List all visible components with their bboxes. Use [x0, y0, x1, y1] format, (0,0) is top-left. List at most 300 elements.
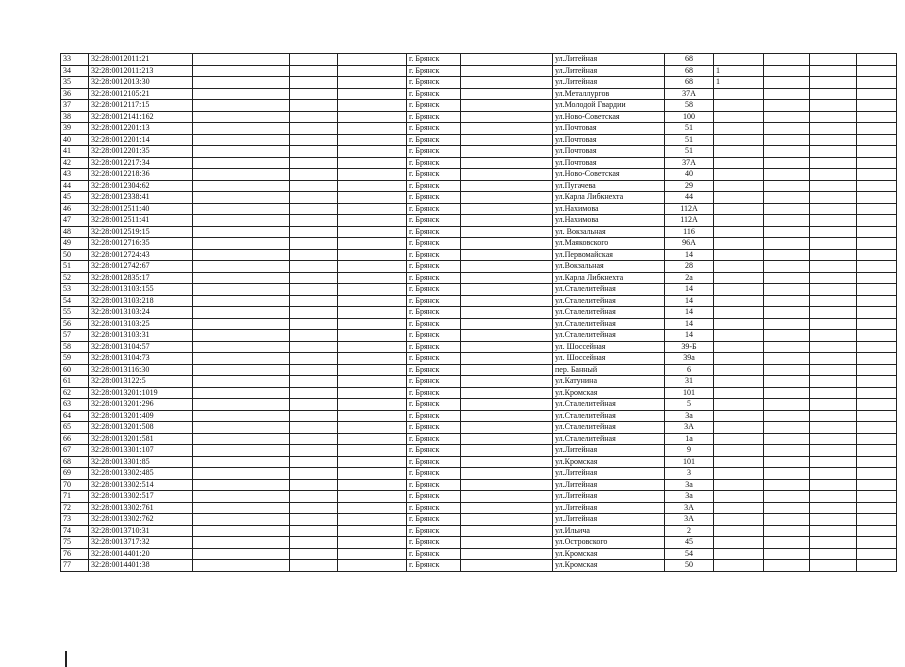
empty-cell	[764, 479, 810, 491]
row-number-cell: 71	[61, 491, 89, 503]
cadastral-number-cell: 32:28:0012201:13	[89, 123, 193, 135]
empty-cell	[857, 364, 897, 376]
row-number-cell: 42	[61, 157, 89, 169]
cadastral-number-cell: 32:28:0012141:162	[89, 111, 193, 123]
city-cell: г. Брянск	[407, 54, 461, 66]
scan-mark	[65, 651, 67, 667]
empty-cell	[193, 295, 290, 307]
empty-cell	[290, 560, 338, 572]
empty-cell	[290, 180, 338, 192]
mark-cell	[714, 111, 764, 123]
empty-cell	[338, 364, 407, 376]
cadastral-number-cell: 32:28:0013302:514	[89, 479, 193, 491]
empty-cell	[857, 146, 897, 158]
empty-cell	[764, 169, 810, 181]
empty-cell	[461, 479, 553, 491]
empty-cell	[764, 77, 810, 89]
city-cell: г. Брянск	[407, 123, 461, 135]
empty-cell	[764, 100, 810, 112]
empty-cell	[857, 387, 897, 399]
empty-cell	[193, 203, 290, 215]
city-cell: г. Брянск	[407, 548, 461, 560]
row-number-cell: 77	[61, 560, 89, 572]
empty-cell	[290, 548, 338, 560]
street-cell: ул.Литейная	[553, 479, 665, 491]
empty-cell	[193, 54, 290, 66]
cadastral-number-cell: 32:28:0013201:409	[89, 410, 193, 422]
empty-cell	[857, 54, 897, 66]
row-number-cell: 58	[61, 341, 89, 353]
mark-cell	[714, 157, 764, 169]
table-row	[61, 445, 897, 457]
cadastral-number-cell: 32:28:0013201:296	[89, 399, 193, 411]
city-cell: г. Брянск	[407, 514, 461, 526]
table-row	[61, 318, 897, 330]
empty-cell	[461, 249, 553, 261]
row-number-cell: 70	[61, 479, 89, 491]
row-number-cell: 56	[61, 318, 89, 330]
cadastral-number-cell: 32:28:0013201:581	[89, 433, 193, 445]
empty-cell	[193, 537, 290, 549]
empty-cell	[290, 111, 338, 123]
empty-cell	[290, 376, 338, 388]
city-cell: г. Брянск	[407, 111, 461, 123]
empty-cell	[857, 226, 897, 238]
empty-cell	[857, 203, 897, 215]
empty-cell	[810, 410, 857, 422]
empty-cell	[338, 111, 407, 123]
empty-cell	[857, 123, 897, 135]
empty-cell	[193, 226, 290, 238]
empty-cell	[857, 318, 897, 330]
city-cell: г. Брянск	[407, 330, 461, 342]
empty-cell	[461, 445, 553, 457]
city-cell: г. Брянск	[407, 284, 461, 296]
house-number-cell: 3А	[665, 422, 714, 434]
empty-cell	[290, 399, 338, 411]
mark-cell	[714, 203, 764, 215]
empty-cell	[290, 123, 338, 135]
row-number-cell: 46	[61, 203, 89, 215]
table-row	[61, 502, 897, 514]
empty-cell	[810, 525, 857, 537]
cadastral-number-cell: 32:28:0013302:762	[89, 514, 193, 526]
cadastral-number-cell: 32:28:0013116:30	[89, 364, 193, 376]
row-number-cell: 61	[61, 376, 89, 388]
empty-cell	[290, 272, 338, 284]
cadastral-number-cell: 32:28:0013717:32	[89, 537, 193, 549]
empty-cell	[461, 537, 553, 549]
city-cell: г. Брянск	[407, 238, 461, 250]
table-row	[61, 353, 897, 365]
street-cell: ул.Сталелитейная	[553, 318, 665, 330]
empty-cell	[338, 410, 407, 422]
empty-cell	[193, 422, 290, 434]
empty-cell	[461, 54, 553, 66]
empty-cell	[857, 479, 897, 491]
empty-cell	[338, 330, 407, 342]
empty-cell	[461, 261, 553, 273]
house-number-cell: 39-Б	[665, 341, 714, 353]
city-cell: г. Брянск	[407, 272, 461, 284]
empty-cell	[193, 157, 290, 169]
street-cell: ул.Литейная	[553, 502, 665, 514]
empty-cell	[338, 422, 407, 434]
cadastral-number-cell: 32:28:0012201:35	[89, 146, 193, 158]
empty-cell	[193, 364, 290, 376]
empty-cell	[461, 111, 553, 123]
empty-cell	[810, 238, 857, 250]
row-number-cell: 54	[61, 295, 89, 307]
table-row	[61, 272, 897, 284]
empty-cell	[810, 146, 857, 158]
empty-cell	[193, 399, 290, 411]
empty-cell	[290, 502, 338, 514]
row-number-cell: 43	[61, 169, 89, 181]
house-number-cell: 50	[665, 560, 714, 572]
empty-cell	[338, 318, 407, 330]
empty-cell	[338, 77, 407, 89]
street-cell: ул.Литейная	[553, 77, 665, 89]
mark-cell	[714, 330, 764, 342]
house-number-cell: 29	[665, 180, 714, 192]
empty-cell	[764, 525, 810, 537]
empty-cell	[193, 192, 290, 204]
empty-cell	[461, 295, 553, 307]
table-row	[61, 284, 897, 296]
row-number-cell: 48	[61, 226, 89, 238]
empty-cell	[857, 295, 897, 307]
empty-cell	[461, 353, 553, 365]
empty-cell	[857, 88, 897, 100]
row-number-cell: 66	[61, 433, 89, 445]
empty-cell	[857, 560, 897, 572]
empty-cell	[857, 410, 897, 422]
empty-cell	[810, 192, 857, 204]
mark-cell	[714, 410, 764, 422]
table-row	[61, 192, 897, 204]
table-row	[61, 468, 897, 480]
empty-cell	[338, 100, 407, 112]
city-cell: г. Брянск	[407, 180, 461, 192]
empty-cell	[290, 422, 338, 434]
empty-cell	[193, 77, 290, 89]
street-cell: ул.Островского	[553, 537, 665, 549]
mark-cell	[714, 479, 764, 491]
empty-cell	[193, 146, 290, 158]
empty-cell	[764, 261, 810, 273]
row-number-cell: 57	[61, 330, 89, 342]
empty-cell	[857, 249, 897, 261]
empty-cell	[461, 376, 553, 388]
empty-cell	[193, 433, 290, 445]
mark-cell	[714, 353, 764, 365]
empty-cell	[193, 341, 290, 353]
row-number-cell: 55	[61, 307, 89, 319]
street-cell: ул.Литейная	[553, 468, 665, 480]
street-cell: ул.Сталелитейная	[553, 410, 665, 422]
cadastral-number-cell: 32:28:0013302:517	[89, 491, 193, 503]
empty-cell	[290, 387, 338, 399]
empty-cell	[810, 295, 857, 307]
empty-cell	[338, 88, 407, 100]
city-cell: г. Брянск	[407, 410, 461, 422]
empty-cell	[461, 226, 553, 238]
empty-cell	[764, 410, 810, 422]
cadastral-number-cell: 32:28:0013104:57	[89, 341, 193, 353]
house-number-cell: 3	[665, 468, 714, 480]
mark-cell	[714, 525, 764, 537]
empty-cell	[810, 203, 857, 215]
row-number-cell: 37	[61, 100, 89, 112]
table-row	[61, 399, 897, 411]
house-number-cell: 40	[665, 169, 714, 181]
empty-cell	[290, 468, 338, 480]
empty-cell	[857, 502, 897, 514]
mark-cell: 1	[714, 77, 764, 89]
empty-cell	[338, 456, 407, 468]
table-row	[61, 88, 897, 100]
empty-cell	[193, 318, 290, 330]
street-cell: ул.Молодой Гвардии	[553, 100, 665, 112]
city-cell: г. Брянск	[407, 502, 461, 514]
house-number-cell: 14	[665, 307, 714, 319]
city-cell: г. Брянск	[407, 192, 461, 204]
table-row	[61, 295, 897, 307]
cadastral-number-cell: 32:28:0013103:31	[89, 330, 193, 342]
mark-cell	[714, 341, 764, 353]
empty-cell	[810, 284, 857, 296]
empty-cell	[338, 353, 407, 365]
house-number-cell: 68	[665, 65, 714, 77]
house-number-cell: 54	[665, 548, 714, 560]
empty-cell	[764, 514, 810, 526]
empty-cell	[290, 88, 338, 100]
cadastral-number-cell: 32:28:0012835:17	[89, 272, 193, 284]
table-row	[61, 111, 897, 123]
empty-cell	[810, 54, 857, 66]
mark-cell	[714, 307, 764, 319]
empty-cell	[810, 514, 857, 526]
empty-cell	[764, 180, 810, 192]
table-row	[61, 180, 897, 192]
empty-cell	[810, 111, 857, 123]
house-number-cell: 45	[665, 537, 714, 549]
mark-cell	[714, 376, 764, 388]
house-number-cell: 68	[665, 77, 714, 89]
empty-cell	[338, 307, 407, 319]
house-number-cell: 14	[665, 318, 714, 330]
empty-cell	[338, 192, 407, 204]
empty-cell	[290, 491, 338, 503]
empty-cell	[290, 284, 338, 296]
empty-cell	[857, 525, 897, 537]
empty-cell	[193, 238, 290, 250]
row-number-cell: 41	[61, 146, 89, 158]
empty-cell	[764, 456, 810, 468]
cadastral-number-cell: 32:28:0012511:41	[89, 215, 193, 227]
row-number-cell: 44	[61, 180, 89, 192]
street-cell: ул.Кромская	[553, 387, 665, 399]
empty-cell	[764, 353, 810, 365]
table-row	[61, 238, 897, 250]
house-number-cell: 101	[665, 387, 714, 399]
empty-cell	[810, 100, 857, 112]
empty-cell	[810, 134, 857, 146]
house-number-cell: 5	[665, 399, 714, 411]
empty-cell	[290, 341, 338, 353]
empty-cell	[290, 514, 338, 526]
empty-cell	[290, 226, 338, 238]
table-row	[61, 261, 897, 273]
empty-cell	[857, 169, 897, 181]
cadastral-number-cell: 32:28:0012724:43	[89, 249, 193, 261]
empty-cell	[857, 376, 897, 388]
empty-cell	[810, 560, 857, 572]
house-number-cell: 116	[665, 226, 714, 238]
mark-cell	[714, 238, 764, 250]
empty-cell	[290, 433, 338, 445]
empty-cell	[193, 502, 290, 514]
empty-cell	[193, 123, 290, 135]
empty-cell	[290, 295, 338, 307]
street-cell: ул.Пугачева	[553, 180, 665, 192]
empty-cell	[461, 192, 553, 204]
cadastral-number-cell: 32:28:0012511:40	[89, 203, 193, 215]
row-number-cell: 36	[61, 88, 89, 100]
empty-cell	[764, 364, 810, 376]
street-cell: ул.Почтовая	[553, 146, 665, 158]
street-cell: ул.Вокзальная	[553, 261, 665, 273]
empty-cell	[338, 238, 407, 250]
empty-cell	[193, 100, 290, 112]
house-number-cell: 96А	[665, 238, 714, 250]
empty-cell	[193, 88, 290, 100]
empty-cell	[810, 307, 857, 319]
empty-cell	[764, 123, 810, 135]
empty-cell	[857, 307, 897, 319]
empty-cell	[290, 192, 338, 204]
mark-cell	[714, 318, 764, 330]
empty-cell	[193, 111, 290, 123]
house-number-cell: 39а	[665, 353, 714, 365]
table-row	[61, 376, 897, 388]
empty-cell	[461, 422, 553, 434]
table-row	[61, 307, 897, 319]
city-cell: г. Брянск	[407, 364, 461, 376]
empty-cell	[764, 215, 810, 227]
table-row	[61, 249, 897, 261]
cadastral-number-cell: 32:28:0012013:30	[89, 77, 193, 89]
row-number-cell: 63	[61, 399, 89, 411]
mark-cell	[714, 272, 764, 284]
cadastral-number-cell: 32:28:0013103:218	[89, 295, 193, 307]
city-cell: г. Брянск	[407, 387, 461, 399]
empty-cell	[338, 169, 407, 181]
row-number-cell: 53	[61, 284, 89, 296]
empty-cell	[764, 65, 810, 77]
empty-cell	[290, 134, 338, 146]
mark-cell	[714, 433, 764, 445]
house-number-cell: 44	[665, 192, 714, 204]
empty-cell	[810, 537, 857, 549]
table-row	[61, 65, 897, 77]
house-number-cell: 3а	[665, 479, 714, 491]
cadastral-number-cell: 32:28:0012716:35	[89, 238, 193, 250]
empty-cell	[764, 157, 810, 169]
mark-cell	[714, 215, 764, 227]
empty-cell	[461, 307, 553, 319]
empty-cell	[193, 307, 290, 319]
empty-cell	[857, 272, 897, 284]
empty-cell	[193, 65, 290, 77]
empty-cell	[857, 134, 897, 146]
empty-cell	[764, 88, 810, 100]
city-cell: г. Брянск	[407, 468, 461, 480]
empty-cell	[857, 433, 897, 445]
city-cell: г. Брянск	[407, 215, 461, 227]
empty-cell	[810, 261, 857, 273]
empty-cell	[193, 284, 290, 296]
empty-cell	[810, 318, 857, 330]
empty-cell	[290, 330, 338, 342]
mark-cell	[714, 502, 764, 514]
empty-cell	[857, 111, 897, 123]
empty-cell	[857, 341, 897, 353]
city-cell: г. Брянск	[407, 88, 461, 100]
empty-cell	[338, 548, 407, 560]
cadastral-number-cell: 32:28:0012742:67	[89, 261, 193, 273]
mark-cell	[714, 456, 764, 468]
mark-cell	[714, 249, 764, 261]
empty-cell	[193, 560, 290, 572]
empty-cell	[857, 100, 897, 112]
house-number-cell: 37А	[665, 157, 714, 169]
empty-cell	[290, 537, 338, 549]
cadastral-number-cell: 32:28:0012117:15	[89, 100, 193, 112]
empty-cell	[338, 146, 407, 158]
street-cell: ул.Ново-Советская	[553, 111, 665, 123]
city-cell: г. Брянск	[407, 399, 461, 411]
empty-cell	[290, 410, 338, 422]
row-number-cell: 65	[61, 422, 89, 434]
empty-cell	[764, 491, 810, 503]
empty-cell	[461, 77, 553, 89]
house-number-cell: 68	[665, 54, 714, 66]
street-cell: ул.Литейная	[553, 491, 665, 503]
empty-cell	[461, 123, 553, 135]
cadastral-number-cell: 32:28:0013301:107	[89, 445, 193, 457]
empty-cell	[810, 456, 857, 468]
city-cell: г. Брянск	[407, 65, 461, 77]
empty-cell	[810, 445, 857, 457]
empty-cell	[810, 169, 857, 181]
empty-cell	[810, 272, 857, 284]
row-number-cell: 73	[61, 514, 89, 526]
empty-cell	[338, 295, 407, 307]
empty-cell	[338, 341, 407, 353]
city-cell: г. Брянск	[407, 226, 461, 238]
mark-cell	[714, 146, 764, 158]
house-number-cell: 3а	[665, 491, 714, 503]
mark-cell	[714, 548, 764, 560]
street-cell: ул.Кромская	[553, 560, 665, 572]
house-number-cell: 14	[665, 284, 714, 296]
cadastral-number-cell: 32:28:0013103:155	[89, 284, 193, 296]
cadastral-number-cell: 32:28:0013710:31	[89, 525, 193, 537]
empty-cell	[338, 376, 407, 388]
empty-cell	[810, 468, 857, 480]
